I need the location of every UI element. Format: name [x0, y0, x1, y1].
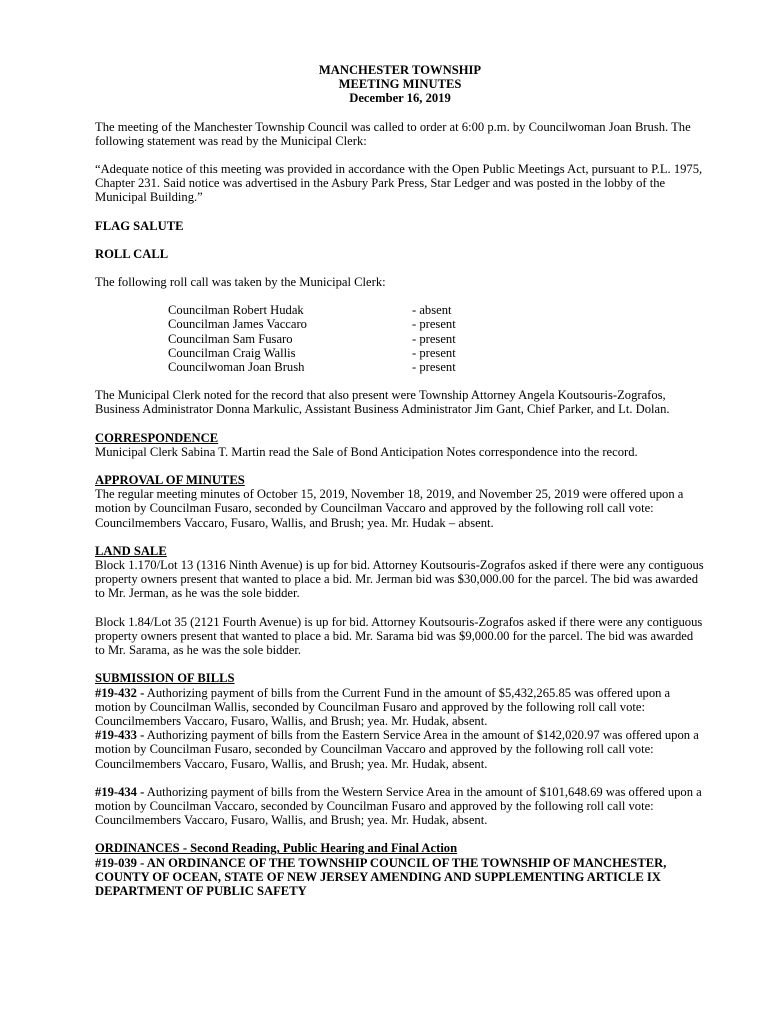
member-status: - present — [412, 331, 456, 346]
roll-call-intro: The following roll call was taken by the Municipal Clerk: — [95, 275, 386, 290]
member-status: - absent — [412, 303, 452, 318]
member-name: Councilman Sam Fusaro — [168, 331, 293, 346]
roll-call-row — [168, 346, 705, 360]
member-name: Councilman James Vaccaro — [168, 317, 307, 332]
roll-call-heading: ROLL CALL — [95, 246, 169, 261]
ordinances-heading: ORDINANCES - Second Reading, Public Hearing and Final Action — [95, 841, 458, 856]
document-header — [95, 63, 705, 106]
roll-call-note: The Municipal Clerk noted for the record that also present were Township Attorney Angela Koutsouris-Zografos, Business Administrator Donna Markulic, Assistant Business Administrator Jim Gant, Chief Parker, and Lt. Dolan. — [95, 388, 670, 417]
roll-call-row — [168, 303, 705, 317]
bill-number: #19-432 - — [95, 685, 145, 700]
member-name: Councilman Craig Wallis — [168, 345, 296, 360]
land-sale-paragraph-1: Block 1.170/Lot 13 (1316 Ninth Avenue) is up for bid. Attorney Koutsouris-Zografos asked if there were any contiguous property owners present that wanted to place a bid. Mr. Jerman bid was $30,000.00 for the parcel. The bid was awarded to Mr. Jerman, as he was the sole bidder. — [95, 558, 704, 601]
roll-call-row — [168, 360, 705, 374]
member-name: Councilman Robert Hudak — [168, 303, 304, 318]
header-date: December 16, 2019 — [349, 91, 451, 106]
ordinance-text: #19-039 - AN ORDINANCE OF THE TOWNSHIP COUNCIL OF THE TOWNSHIP OF MANCHESTER, COUNTY OF OCEAN, STATE OF NEW JERSEY AMENDING AND SUPPLEMENTING ARTICLE IX DEPARTMENT OF PUBLIC SAFETY — [95, 855, 667, 898]
bill-number: #19-433 - — [95, 728, 145, 743]
approval-heading: APPROVAL OF MINUTES — [95, 473, 245, 488]
notice-paragraph: “Adequate notice of this meeting was provided in accordance with the Open Public Meetings Act, pursuant to P.L. 1975, Chapter 231. Said notice was advertised in the Asbury Park Press, Star Ledger and was posted in the lobby of the Municipal Building.” — [95, 162, 703, 205]
header-title: MEETING MINUTES — [338, 77, 462, 92]
approval-text: The regular meeting minutes of October 15, 2019, November 18, 2019, and November 25, 2019 were offered upon a motion by Councilman Fusaro, seconded by Councilman Vaccaro and approved by the following roll call vote: Councilmembers Vaccaro, Fusaro, Wallis, and Brush; yea. Mr. Hudak – absent. — [95, 487, 684, 530]
correspondence-text: Municipal Clerk Sabina T. Martin read the Sale of Bond Anticipation Notes correspondence into the record. — [95, 444, 638, 459]
bill-text: Authorizing payment of bills from the Eastern Service Area in the amount of $142,020.97 was offered upon a motion by Councilman Fusaro, seconded by Councilman Vaccaro and approved by the following roll call vote: Councilmembers Vaccaro, Fusaro, Wallis, and Brush; yea. Mr. Hudak, absent. — [95, 728, 699, 771]
document-body — [95, 63, 705, 898]
member-status: - present — [412, 360, 456, 375]
bill-item — [95, 785, 705, 828]
member-name: Councilwoman Joan Brush — [168, 360, 305, 375]
bill-text: Authorizing payment of bills from the Current Fund in the amount of $5,432,265.85 was offered upon a motion by Councilman Wallis, seconded by Councilman Fusaro and approved by the following roll call vote: Councilmembers Vaccaro, Fusaro, Wallis, and Brush; yea. Mr. Hudak, absent. — [95, 685, 671, 728]
bill-item — [95, 686, 705, 729]
bill-number: #19-434 - — [95, 784, 145, 799]
roll-call-row — [168, 332, 705, 346]
member-status: - present — [412, 345, 456, 360]
land-sale-paragraph-2: Block 1.84/Lot 35 (2121 Fourth Avenue) is up for bid. Attorney Koutsouris-Zografos asked if there were any contiguous property owners present that wanted to place a bid. Mr. Sarama bid was $9,000.00 for the parcel. The bid was awarded to Mr. Sarama, as he was the sole bidder. — [95, 614, 703, 658]
bill-text: Authorizing payment of bills from the Western Service Area in the amount of $101,648.69 was offered upon a motion by Councilman Vaccaro, seconded by Councilman Fusaro and approved by the following roll call vote: Councilmembers Vaccaro, Fusaro, Wallis, and Brush; yea. Mr. Hudak, absent. — [95, 784, 702, 828]
member-status: - present — [412, 317, 456, 332]
land-sale-heading: LAND SALE — [95, 543, 167, 558]
correspondence-heading: CORRESPONDENCE — [95, 430, 219, 445]
bills-heading: SUBMISSION OF BILLS — [95, 671, 235, 686]
roll-call-list — [168, 303, 705, 374]
bill-item — [95, 728, 705, 771]
roll-call-row — [168, 317, 705, 331]
flag-salute-heading: FLAG SALUTE — [95, 218, 184, 233]
header-township: MANCHESTER TOWNSHIP — [318, 63, 482, 77]
intro-paragraph: The meeting of the Manchester Township Council was called to order at 6:00 p.m. by Councilwoman Joan Brush. The following statement was read by the Municipal Clerk: — [95, 119, 691, 148]
